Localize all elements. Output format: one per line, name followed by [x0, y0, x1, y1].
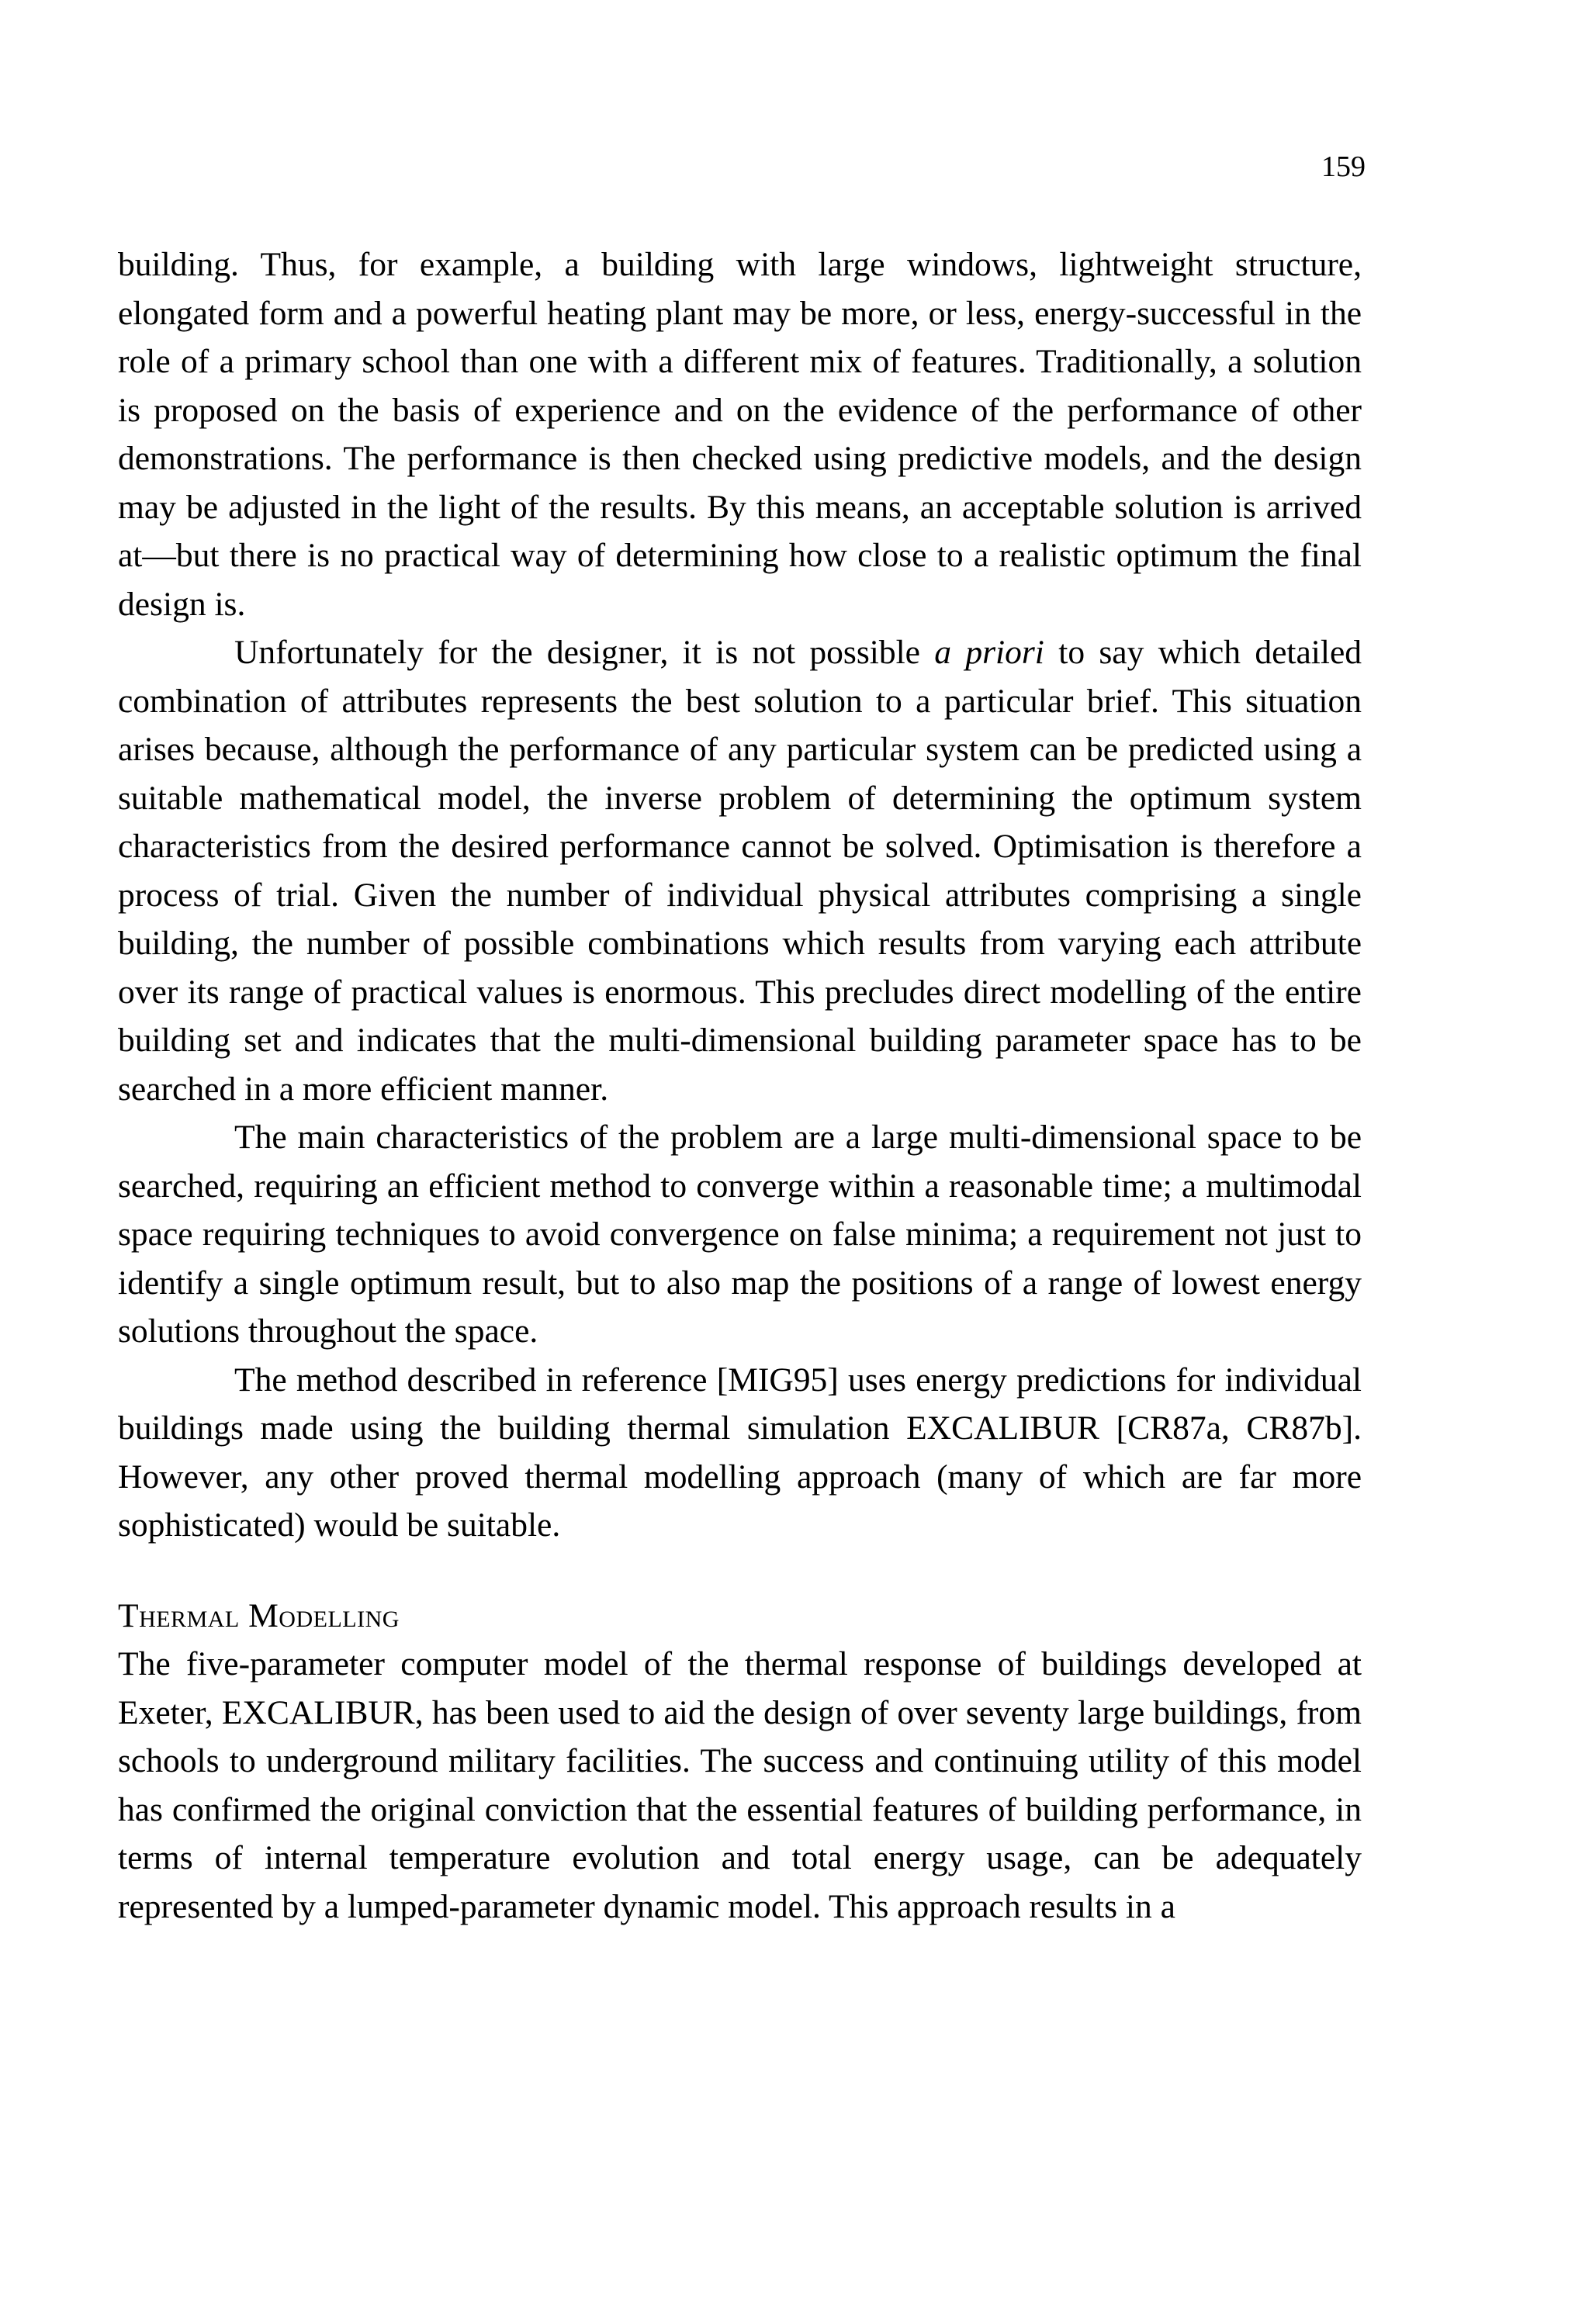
paragraph-2-start: Unfortunately for the designer, it is not possible	[234, 634, 935, 671]
section-heading-thermal-modelling: Thermal Modelling	[118, 1596, 400, 1634]
paragraph-2-italic: a priori	[934, 634, 1044, 671]
body-text	[118, 240, 1362, 1931]
paragraph-2-rest: to say which detailed combination of attributes represents the best solution to a particular brief. This situation arises because, although the performance of any particular system can be predicted using a suitable mathematical model, the inverse problem of determining the optimum system characteristics from the desired performance cannot be solved. Optimisation is therefore a process of trial. Given the number of individual physical attributes comprising a single building, the number of possible combinations which results from varying each attribute over its range of practical values is enormous. This precludes direct modelling of the entire building set and indicates that the multi-dimensional building parameter space has to be searched in a more efficient manner.	[118, 634, 1362, 1108]
paragraph-2	[118, 628, 1362, 1113]
paragraph-3: The main characteristics of the problem are a large multi-dimensional space to be searched, requiring an efficient method to converge within a reasonable time; a multimodal space requiring techniques to avoid convergence on false minima; a requirement not just to identify a single optimum result, but to also map the positions of a range of lowest energy solutions throughout the space.	[118, 1119, 1362, 1350]
paragraph-4: The method described in reference [MIG95] uses energy predictions for individual buildings made using the building thermal simulation EXCALIBUR [CR87a, CR87b]. However, any other proved thermal modelling approach (many of which are far more sophisticated) would be suitable.	[118, 1361, 1362, 1544]
paragraph-5: The five-parameter computer model of the thermal response of buildings developed at Exeter, EXCALIBUR, has been used to aid the design of over seventy large buildings, from schools to underground military facilities. The success and continuing utility of this model has confirmed the original conviction that the essential features of building performance, in terms of internal temperature evolution and total energy usage, can be adequately represented by a lumped-parameter dynamic model. This approach results in a	[118, 1645, 1362, 1925]
paragraph-1: building. Thus, for example, a building with large windows, lightweight structure, elongated form and a powerful heating plant may be more, or less, energy-successful in the role of a primary school than one with a different mix of features. Traditionally, a solution is proposed on the basis of experience and on the evidence of the performance of other demonstrations. The performance is then checked using predictive models, and the design may be adjusted in the light of the results. By this means, an acceptable solution is arrived at—but there is no practical way of determining how close to a realistic optimum the final design is.	[118, 246, 1362, 623]
page-number: 159	[1321, 150, 1366, 183]
